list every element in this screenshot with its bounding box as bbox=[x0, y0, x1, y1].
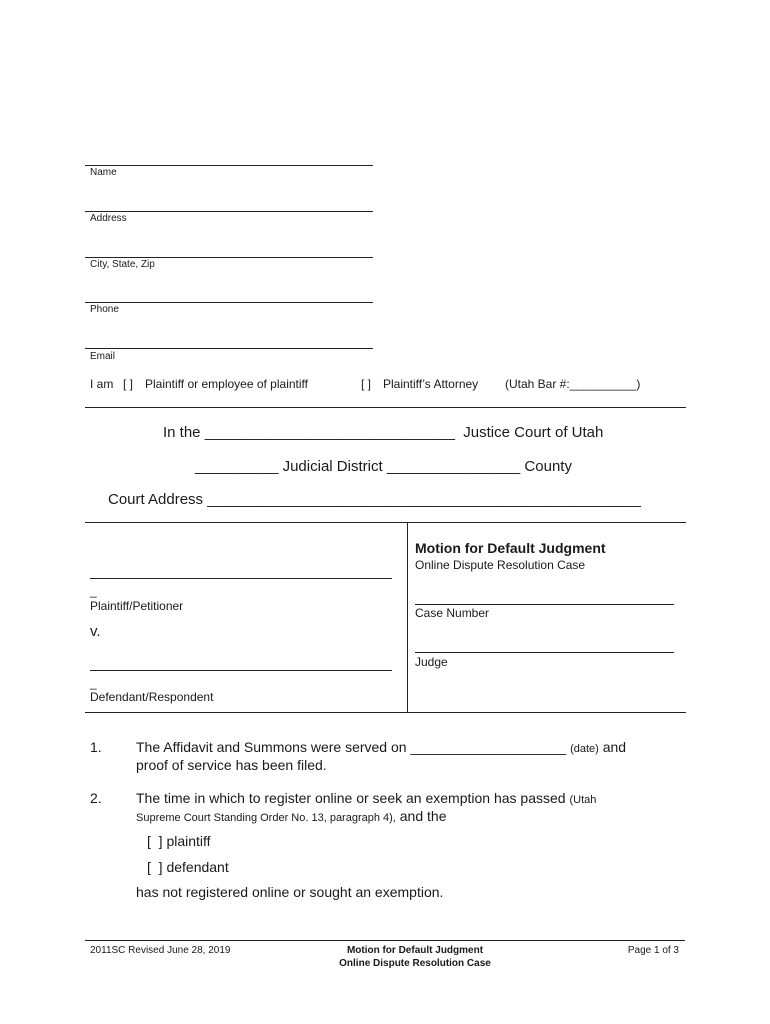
court-name-line: In the ______________________________ Justice Court of Utah bbox=[163, 424, 604, 441]
plaintiff-checkbox[interactable]: [ ] bbox=[123, 377, 134, 391]
plaintiff-option-label: Plaintiff or employee of plaintiff bbox=[145, 377, 308, 391]
caption-top-border bbox=[85, 522, 686, 523]
item-2-number: 2. bbox=[90, 790, 102, 806]
item-1-number: 1. bbox=[90, 739, 102, 755]
item-2-defendant-option[interactable]: [ ] defendant bbox=[147, 859, 229, 875]
caption-bottom-border bbox=[85, 712, 686, 713]
item-2-citation-start: (Utah bbox=[569, 794, 597, 806]
plaintiff-mark: _ bbox=[90, 584, 97, 598]
plaintiff-name-line bbox=[90, 578, 392, 579]
case-number-line bbox=[415, 604, 674, 605]
i-am-label: I am bbox=[90, 377, 114, 391]
judge-label: Judge bbox=[415, 655, 448, 669]
judge-line bbox=[415, 652, 674, 653]
address-line bbox=[85, 211, 373, 212]
city-state-zip-label: City, State, Zip bbox=[90, 259, 155, 270]
city-state-zip-line bbox=[85, 257, 373, 258]
attorney-option-label: Plaintiff’s Attorney bbox=[383, 377, 479, 391]
email-label: Email bbox=[90, 351, 116, 362]
item-1-line-1 bbox=[136, 738, 626, 758]
address-label: Address bbox=[90, 213, 127, 224]
utah-bar-number: (Utah Bar #:__________) bbox=[505, 377, 641, 391]
email-line bbox=[85, 348, 373, 349]
item-1-date-note: (date) bbox=[570, 743, 599, 755]
document-title: Motion for Default Judgment bbox=[415, 540, 606, 556]
item-2-closing: has not registered online or sought an exemption. bbox=[136, 884, 444, 900]
court-address-line: Court Address ____________________________________________________ bbox=[108, 491, 642, 508]
defendant-name-line bbox=[90, 670, 392, 671]
footer-subtitle: Online Dispute Resolution Case bbox=[339, 958, 491, 969]
item-1-line-2: proof of service has been filed. bbox=[136, 757, 327, 773]
item-2-citation: Supreme Court Standing Order No. 13, paragraph 4), bbox=[136, 812, 396, 824]
phone-line bbox=[85, 302, 373, 303]
item-2-and-the: and the bbox=[399, 808, 447, 824]
item-2-plaintiff-option[interactable]: [ ] plaintiff bbox=[147, 833, 211, 849]
document-subtitle: Online Dispute Resolution Case bbox=[415, 558, 586, 572]
case-number-label: Case Number bbox=[415, 606, 490, 620]
footer-revision: 2011SC Revised June 28, 2019 bbox=[90, 945, 231, 956]
caption-vertical-divider bbox=[407, 522, 408, 712]
defendant-respondent-label: Defendant/Respondent bbox=[90, 690, 214, 704]
item-1-and: and bbox=[602, 739, 627, 755]
footer-title: Motion for Default Judgment bbox=[346, 945, 484, 956]
item-2-line-1 bbox=[136, 789, 596, 809]
judicial-district-line: __________ Judicial District ________________ County bbox=[195, 458, 572, 475]
plaintiff-petitioner-label: Plaintiff/Petitioner bbox=[90, 599, 184, 613]
defendant-mark: _ bbox=[90, 676, 97, 690]
name-line bbox=[85, 165, 373, 166]
footer-divider bbox=[85, 940, 685, 941]
attorney-checkbox[interactable]: [ ] bbox=[361, 377, 372, 391]
footer-page-number: Page 1 of 3 bbox=[627, 945, 679, 956]
name-label: Name bbox=[90, 167, 117, 178]
item-2-text: The time in which to register online or seek an exemption has passed bbox=[136, 790, 566, 806]
item-1-text: The Affidavit and Summons were served on ____________________ bbox=[136, 739, 567, 755]
header-divider bbox=[85, 407, 686, 408]
item-2-line-2 bbox=[136, 807, 446, 827]
versus-label: v. bbox=[90, 623, 101, 640]
phone-label: Phone bbox=[90, 304, 119, 315]
